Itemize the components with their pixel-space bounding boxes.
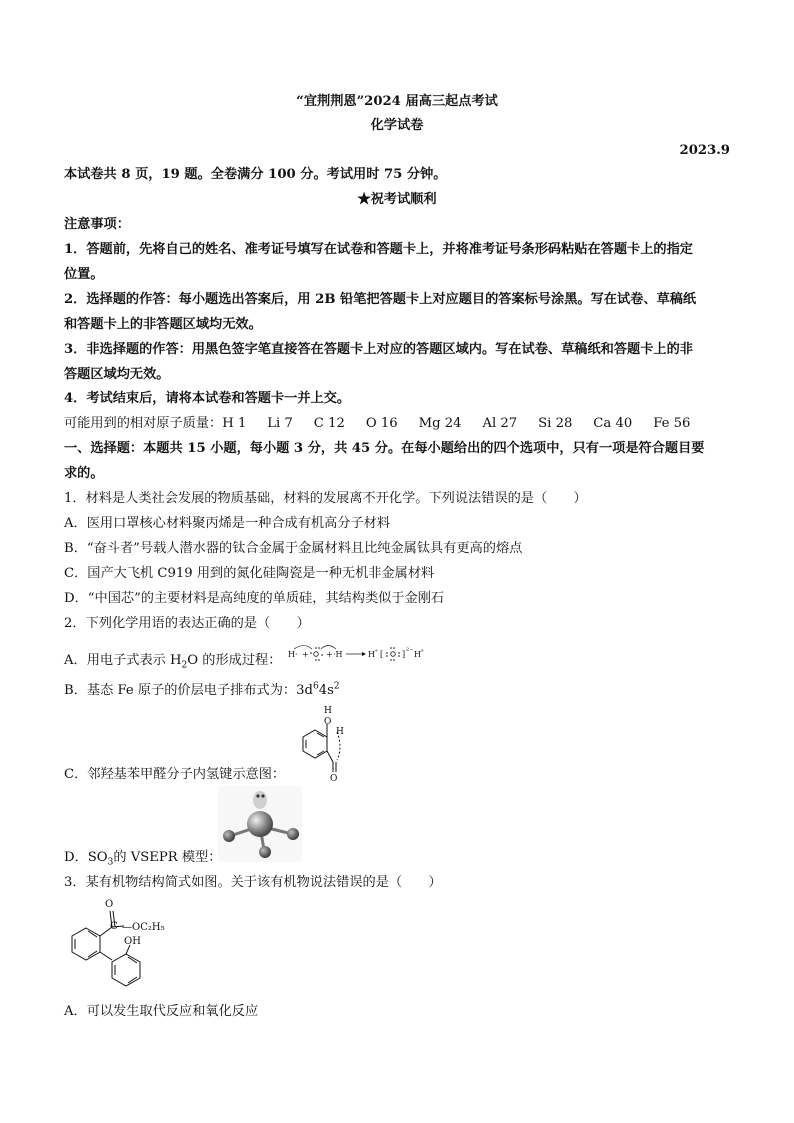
svg-text:O: O — [330, 774, 338, 782]
exam-subtitle: 化学试卷 — [370, 118, 424, 133]
electron-formula-diagram — [286, 644, 446, 666]
q2-stem: 2．下列化学用语的表达正确的是（ ） — [64, 616, 310, 631]
note-3-line-1: 3．非选择题的作答：用黑色签字笔直接答在答题卡上对应的答题区域内。写在试卷、草稿纸和答题卡上的非 — [64, 342, 693, 357]
q1-option-c: C．国产大飞机 C919 用到的氮化硅陶瓷是一种无机非金属材料 — [64, 566, 435, 581]
q2-option-c: C．邻羟基苯甲醛分子内氢键示意图： — [64, 767, 286, 782]
svg-text:O: O — [324, 717, 332, 727]
q1-option-b: B．“奋斗者”号载人潜水器的钛合金属于金属材料且比纯金属钛具有更高的熔点 — [64, 541, 523, 556]
q2-option-d: D．$SO_3$的 VSEPR 模型： — [64, 850, 222, 868]
so3-vsepr-model — [218, 786, 302, 862]
svg-text:2−: 2− — [406, 647, 414, 653]
q3-stem: 3．某有机物结构简式如图。关于该有机物说法错误的是（ ） — [64, 875, 442, 890]
svg-text:H: H — [336, 727, 344, 737]
note-4: 4．考试结束后，请将本试卷和答题卡一并上交。 — [64, 391, 351, 406]
exam-intro: 本试卷共 8 页，19 题。全卷满分 100 分。考试用时 75 分钟。 — [64, 167, 447, 182]
svg-text:C: C — [110, 921, 118, 932]
svg-text:H: H — [414, 650, 421, 659]
notes-heading: 注意事项： — [64, 217, 130, 232]
q3-option-a: A．可以发生取代反应和氧化反应 — [64, 1004, 259, 1019]
exam-title: “宜荆荆恩”2024 届高三起点考试 — [296, 94, 498, 109]
q2-option-a: A．用电子式表示 $H_2O$ 的形成过程： — [64, 653, 282, 671]
q1-option-a: A．医用口罩核心材料聚丙烯是一种合成有机高分子材料 — [64, 516, 391, 531]
svg-text:+: + — [302, 650, 309, 659]
svg-text:H: H — [368, 650, 375, 659]
exam-wish: ★祝考试顺利 — [357, 192, 437, 207]
svg-text:+: + — [326, 650, 333, 659]
ethoxy-label: —OC₂H₅ — [122, 922, 165, 933]
exam-date: 2023.9 — [679, 143, 730, 158]
svg-text:]: ] — [402, 650, 406, 659]
svg-text:·H: ·H — [333, 650, 343, 659]
q2-option-b: B．基态 Fe 原子的价层电子排布式为：$3d^64s^2$ — [64, 681, 340, 698]
atomic-masses: 可能用到的相对原子质量：H 1 Li 7 C 12 O 16 Mg 24 Al 27 Si 28 Ca 40 Fe 56 — [64, 416, 691, 431]
note-3-line-2: 答题区域均无效。 — [64, 367, 170, 382]
hydroxyl-label: OH — [124, 936, 141, 947]
note-1-line-2: 位置。 — [64, 267, 104, 282]
note-2-line-2: 和答题卡上的非答题区域均无效。 — [64, 317, 262, 332]
svg-text:+: + — [374, 648, 379, 654]
svg-text:[: [ — [380, 650, 384, 659]
q1-stem: 1．材料是人类社会发展的物质基础，材料的发展离不开化学。下列说法错误的是（ ） — [64, 491, 587, 506]
svg-text:O: O — [105, 899, 114, 910]
salicylaldehyde-hbond-structure — [293, 702, 355, 782]
section-1-line-2: 求的。 — [64, 466, 104, 481]
svg-text:+: + — [420, 648, 425, 654]
svg-text:H: H — [324, 706, 332, 716]
note-1-line-1: 1．答题前，先将自己的姓名、准考证号填写在试卷和答题卡上，并将准考证号条形码粘贴在答题卡上的指定 — [64, 242, 693, 257]
q1-option-d: D．“中国芯”的主要材料是高纯度的单质硅，其结构类似于金刚石 — [64, 591, 445, 606]
note-2-line-1: 2．选择题的作答：每小题选出答案后，用 2B 铅笔把答题卡上对应题目的答案标号涂黑。写在试卷、草稿纸 — [64, 292, 697, 307]
q3-organic-structure — [64, 893, 184, 997]
section-1-line-1: 一、选择题：本题共 15 小题，每小题 3 分，共 45 分。在每小题给出的四个选项中，只有一项是符合题目要 — [64, 441, 705, 456]
svg-text:H·: H· — [288, 650, 298, 659]
